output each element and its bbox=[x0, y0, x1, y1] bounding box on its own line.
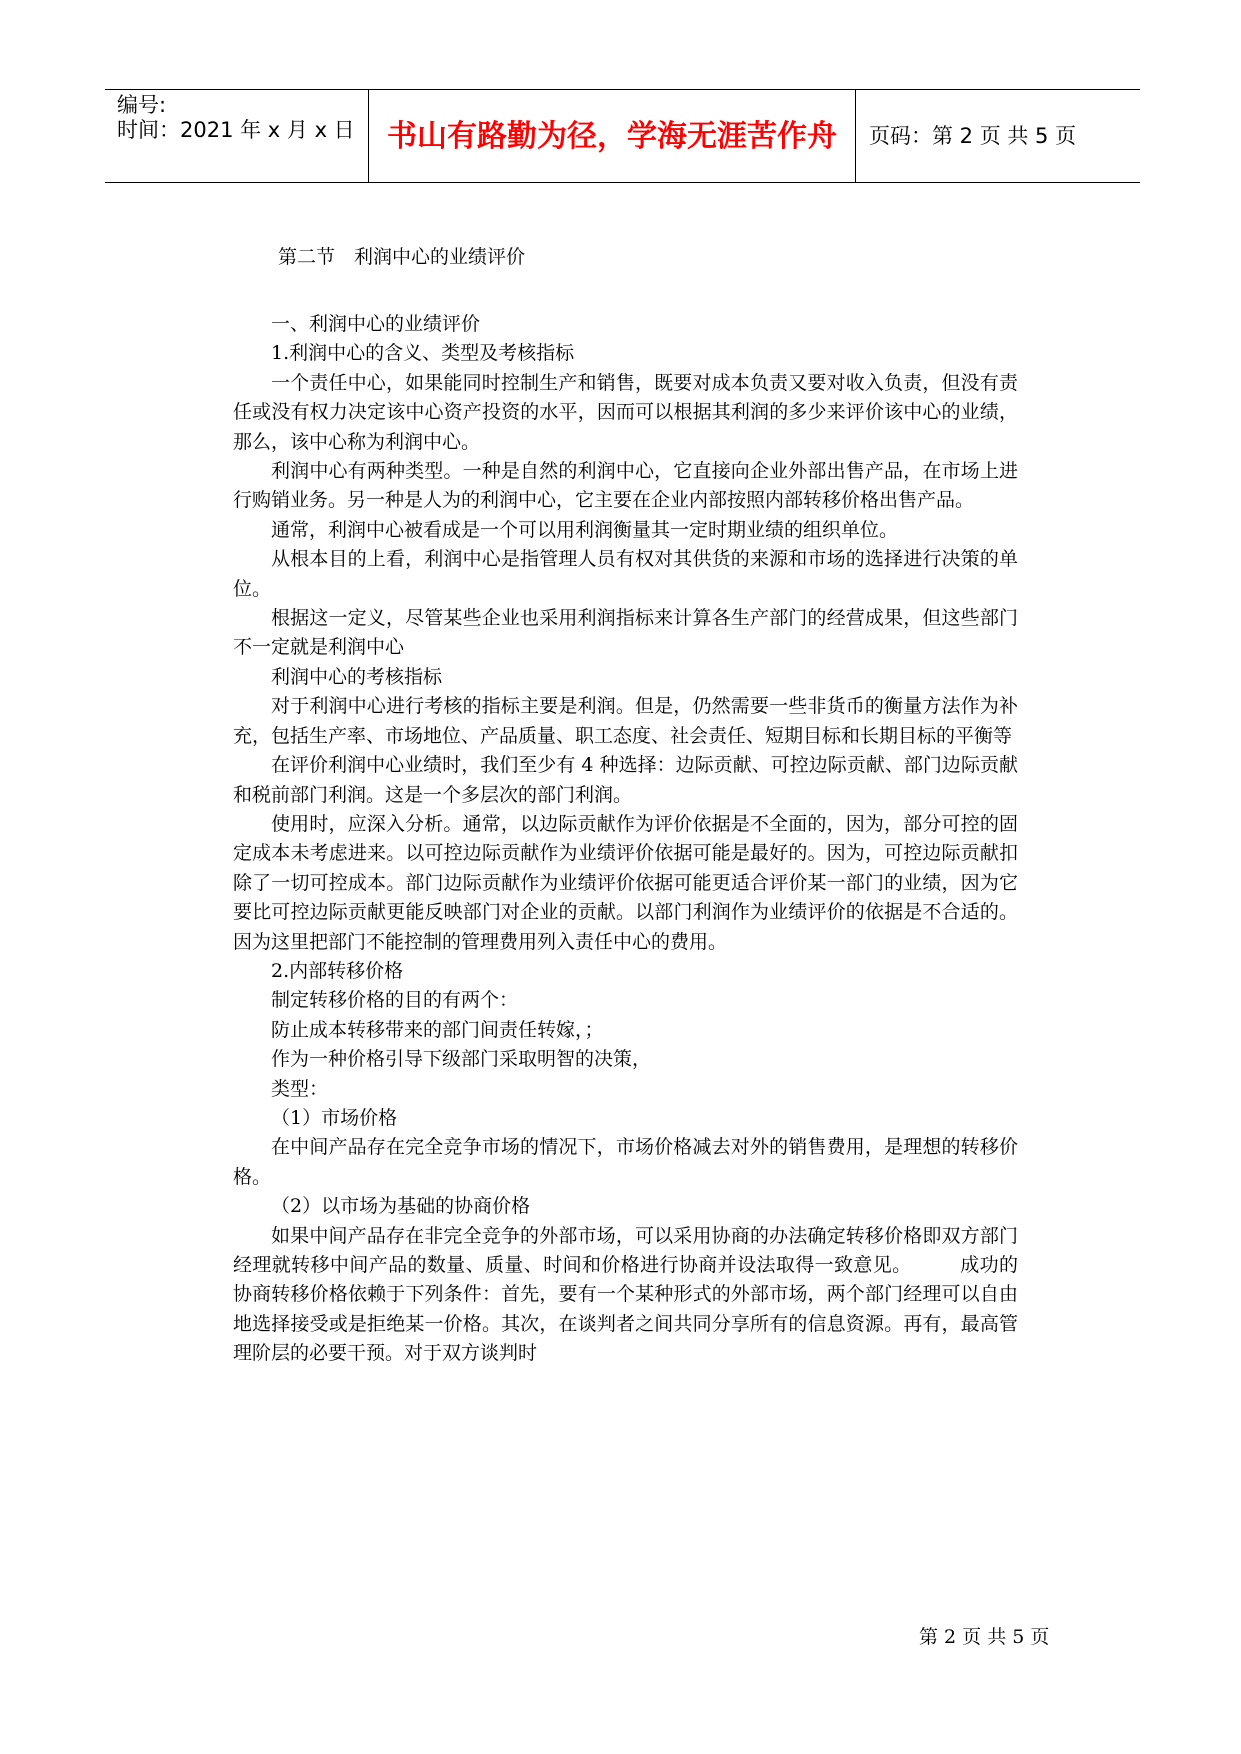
paragraph: 类型： bbox=[271, 1077, 329, 1100]
paragraph: 从根本目的上看，利润中心是指管理人员有权对其供货的来源和市场的选择进行决策的单位。 bbox=[233, 548, 1018, 600]
paragraph: 在中间产品存在完全竞争市场的情况下，市场价格减去对外的销售费用，是理想的转移价格。 bbox=[233, 1136, 1018, 1188]
document-body bbox=[233, 310, 1018, 1369]
paragraph: 利润中心的考核指标 bbox=[271, 665, 443, 688]
paragraph: 1.利润中心的含义、类型及考核指标 bbox=[271, 342, 575, 365]
paragraph: 使用时，应深入分析。通常，以边际贡献作为评价依据是不全面的，因为，部分可控的固定成本未考虑进来。以可控边际贡献作为业绩评价依据可能是最好的。因为，可控边际贡献扣除了一切可控成本。部门边际贡献作为业绩评价依据可能更适合评价某一部门的业绩，因为它要比可控边际贡献更能反映部门对企业的贡献。以部门利润作为业绩评价的依据是不合适的。因为这里把部门不能控制的管理费用列入责任中心的费用。 bbox=[233, 812, 1018, 953]
page-footer: 第 2 页 共 5 页 bbox=[919, 1626, 1050, 1648]
paragraph: 制定转移价格的目的有两个： bbox=[271, 989, 519, 1012]
header-page-cell bbox=[856, 90, 1140, 182]
paragraph: 如果中间产品存在非完全竞争的外部市场，可以采用协商的办法确定转移价格即双方部门经理就转移中间产品的数量、质量、时间和价格进行协商并设法取得一致意见。 成功的协商转移价格依赖于下列条件：首先，要有一个某种形式的外部市场，两个部门经理可以自由地选择接受或是拒绝某一价格。其次，在谈判者之间共同分享所有的信息资源。再有，最高管理阶层的必要干预。对于双方谈判时 bbox=[233, 1224, 1018, 1365]
paragraph: 对于利润中心进行考核的指标主要是利润。但是，仍然需要一些非货币的衡量方法作为补充，包括生产率、市场地位、产品质量、职工态度、社会责任、短期目标和长期目标的平衡等 bbox=[233, 695, 1018, 747]
paragraph: 在评价利润中心业绩时，我们至少有 4 种选择：边际贡献、可控边际贡献、部门边际贡献和税前部门利润。这是一个多层次的部门利润。 bbox=[233, 754, 1018, 806]
paragraph: （1）市场价格 bbox=[271, 1106, 398, 1129]
header-page-code: 页码：第 2 页 共 5 页 bbox=[869, 124, 1077, 148]
paragraph: 利润中心有两种类型。一种是自然的利润中心，它直接向企业外部出售产品，在市场上进行购销业务。另一种是人为的利润中心，它主要在企业内部按照内部转移价格出售产品。 bbox=[233, 460, 1018, 512]
document-header bbox=[105, 89, 1140, 183]
paragraph: 根据这一定义，尽管某些企业也采用利润指标来计算各生产部门的经营成果，但这些部门不一定就是利润中心 bbox=[233, 607, 1018, 659]
paragraph: 2.内部转移价格 bbox=[271, 959, 404, 982]
paragraph: 一个责任中心，如果能同时控制生产和销售，既要对成本负责又要对收入负责，但没有责任或没有权力决定该中心资产投资的水平，因而可以根据其利润的多少来评价该中心的业绩，那么，该中心称为利润中心。 bbox=[233, 371, 1018, 453]
document-time: 时间：2021 年 x 月 x 日 bbox=[117, 118, 355, 142]
header-motto-cell bbox=[368, 90, 856, 182]
header-info-cell bbox=[105, 90, 368, 182]
section-title: 第二节 利润中心的业绩评价 bbox=[278, 246, 526, 268]
header-motto: 书山有路勤为径，学海无涯苦作舟 bbox=[387, 119, 837, 154]
paragraph: 作为一种价格引导下级部门采取明智的决策， bbox=[271, 1048, 652, 1071]
paragraph: （2）以市场为基础的协商价格 bbox=[271, 1195, 531, 1218]
paragraph: 一、利润中心的业绩评价 bbox=[271, 313, 481, 335]
paragraph: 防止成本转移带来的部门间责任转嫁，； bbox=[271, 1018, 604, 1041]
paragraph: 通常，利润中心被看成是一个可以用利润衡量其一定时期业绩的组织单位。 bbox=[271, 518, 899, 541]
document-number-label: 编号: bbox=[117, 93, 167, 117]
